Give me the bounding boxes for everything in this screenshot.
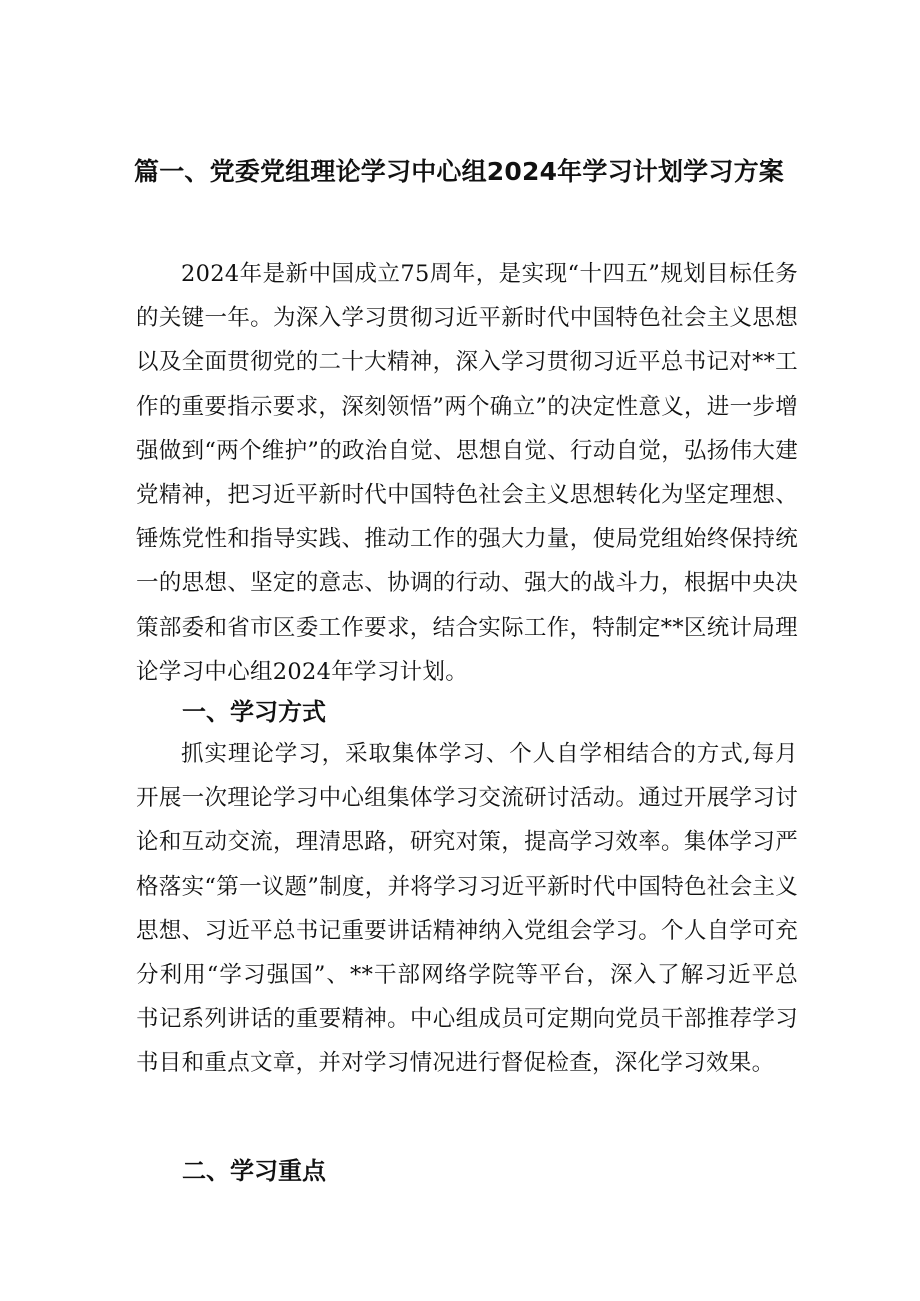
section-heading-learning-method: 一、学习方式 <box>182 698 326 726</box>
intro-paragraph: 2024年是新中国成立75周年，是实现“十四五”规划目标任务的关键一年。为深入学习贯彻习近平新时代中国特色社会主义思想以及全面贯彻党的二十大精神，深入学习贯彻习近平总书记对**工作的重要指示要求，深刻领悟”两个确立”的决定性意义，进一步增强做到“两个维护”的政治自觉、思想自觉、行动自觉，弘扬伟大建党精神，把习近平新时代中国特色社会主义思想转化为坚定理想、锤炼党性和指导实践、推动工作的强大力量，使局党组始终保持统一的思想、坚定的意志、协调的行动、强大的战斗力，根据中央决策部委和省市区委工作要求，结合实际工作，特制定**区统计局理论学习中心组2024年学习计划。 <box>136 261 799 685</box>
document-title: 篇一、党委党组理论学习中心组2024年学习计划学习方案 <box>134 157 784 186</box>
section-paragraph-learning-method: 抓实理论学习，采取集体学习、个人自学相结合的方式,每月开展一次理论学习中心组集体学习交流研讨活动。通过开展学习讨论和互动交流，理清思路，研究对策，提高学习效率。集体学习严格落实“第一议题”制度，并将学习习近平新时代中国特色社会主义思想、习近平总书记重要讲话精神纳入党组会学习。个人自学可充分利用“学习强国”、**干部网络学院等平台，深入了解习近平总书记系列讲话的重要精神。中心组成员可定期向党员干部推荐学习书目和重点文章，并对学习情况进行督促检查，深化学习效果。 <box>136 741 799 1077</box>
section-heading-learning-focus: 二、学习重点 <box>182 1157 326 1185</box>
